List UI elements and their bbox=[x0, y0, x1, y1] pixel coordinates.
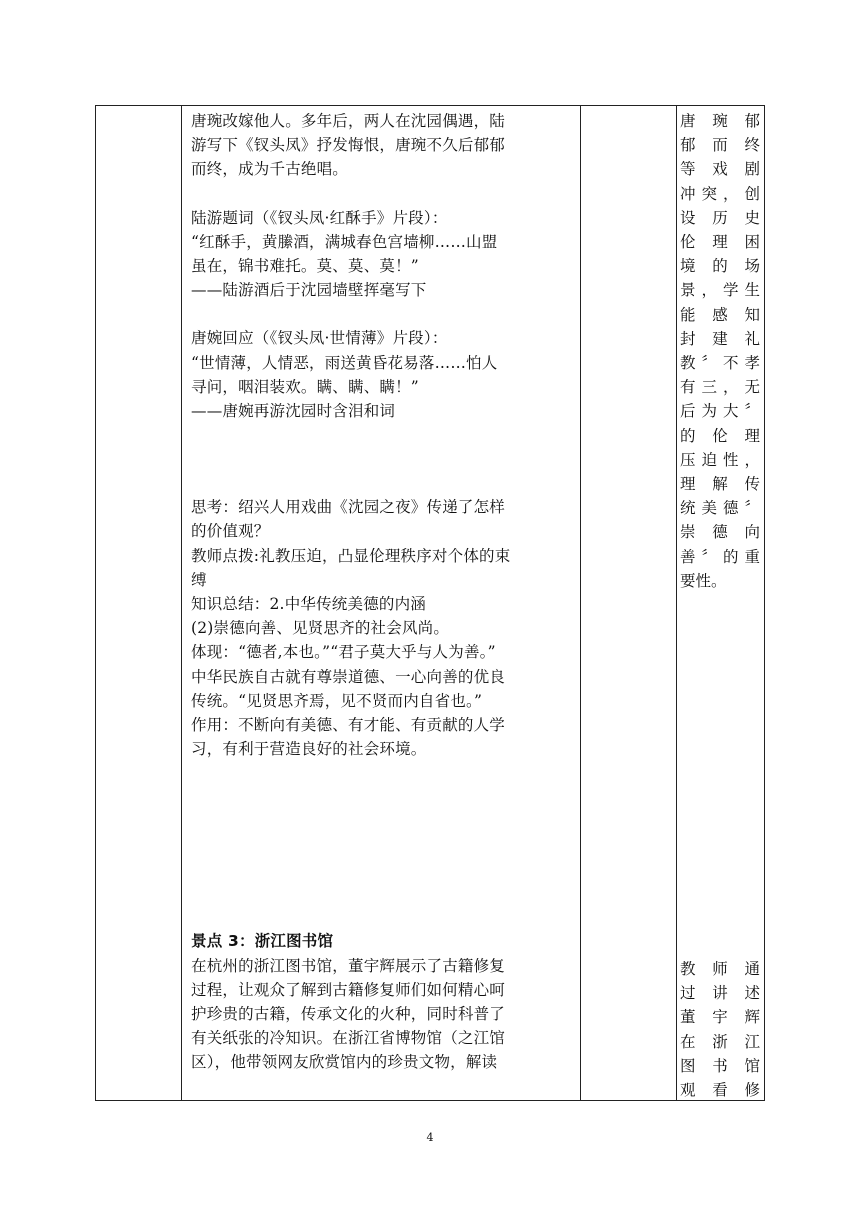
embody-line: 中华民族自古就有尊崇道德、一心向善的优良 bbox=[191, 667, 506, 686]
lu-poem-heading: 陆游题词（《钗头凤·红酥手》片段）： bbox=[191, 208, 448, 227]
intro-line: 唐琬改嫁他人。多年后，两人在沈园偶遇，陆 bbox=[191, 112, 506, 130]
lu-poem-note: ——陆游酒后于沈园墙壁挥毫写下 bbox=[191, 281, 427, 300]
intent-line: 冲突，创 bbox=[680, 184, 760, 203]
intent-line: 图书馆 bbox=[680, 1056, 760, 1075]
intent-line: 的伦理 bbox=[680, 426, 760, 445]
tang-poem-heading: 唐婉回应（《钗头凤·世情薄》片段）： bbox=[191, 329, 448, 348]
intent-line: 设历史 bbox=[680, 208, 760, 227]
intent-line: 等戏剧 bbox=[680, 160, 760, 179]
intent-line: 能感知 bbox=[680, 305, 760, 324]
embody-line: 体现：“德者,本也。”“君子莫大乎与人为善。” bbox=[191, 643, 496, 662]
intent-line: 理解传 bbox=[680, 475, 760, 494]
lu-poem-line: “红酥手，黄縢酒，满城春色宫墙柳……山盟 bbox=[191, 232, 498, 251]
effect-line: 作用：不断向有美德、有才能、有贡献的人学 bbox=[191, 716, 506, 735]
intent-line: 要性。 bbox=[680, 571, 727, 590]
intent-line: 教〞不孝 bbox=[680, 354, 760, 373]
intent-line: 崇德向 bbox=[680, 523, 760, 542]
intent-line: 境的场 bbox=[680, 257, 760, 276]
spot3-line: 有关纸张的冷知识。在浙江省博物馆（之江馆 bbox=[191, 1029, 506, 1048]
intent-line: 唐琬郁 bbox=[680, 112, 760, 130]
spot3-line: 护珍贵的古籍，传承文化的火种，同时科普了 bbox=[191, 1005, 506, 1024]
intent-line: 景，学生 bbox=[680, 281, 760, 300]
lu-poem-line: 虽在，锦书难托。莫、莫、莫！” bbox=[191, 257, 419, 276]
intent-line: 教师通 bbox=[680, 960, 760, 978]
intent-line: 有三，无 bbox=[680, 378, 760, 397]
design-intent-cell-top bbox=[680, 109, 760, 593]
design-intent-cell-bottom bbox=[680, 957, 760, 1102]
teacher-guide: 教师点拨:礼教压迫，凸显伦理秩序对个体的束 bbox=[191, 546, 511, 565]
tang-poem-line: 寻问，咽泪装欢。瞒、瞒、瞒！” bbox=[191, 377, 419, 396]
intent-line: 善〞的重 bbox=[680, 547, 760, 566]
summary-item: (2)崇德向善、见贤思齐的社会风尚。 bbox=[191, 619, 450, 638]
tang-poem-line: “世情薄，人情恶，雨送黄昏花易落……怕人 bbox=[191, 353, 498, 372]
spot3-line: 区），他带领网友欣赏馆内的珍贵文物，解读 bbox=[191, 1053, 498, 1072]
table-divider bbox=[181, 106, 182, 1100]
intent-line: 过讲述 bbox=[680, 984, 760, 1003]
tang-poem-note: ——唐婉再游沈园时含泪和词 bbox=[191, 402, 396, 421]
spot3-title: 景点 3：浙江图书馆 bbox=[191, 932, 334, 951]
intent-line: 郁而终 bbox=[680, 136, 760, 155]
embody-line: 传统。“见贤思齐焉，见不贤而内自省也。” bbox=[191, 691, 483, 710]
think-question: 思考：绍兴人用戏曲《沈园之夜》传递了怎样 bbox=[191, 498, 506, 517]
lesson-table bbox=[95, 105, 765, 1101]
intent-line: 观看修 bbox=[680, 1081, 760, 1100]
intent-line: 封建礼 bbox=[680, 329, 760, 348]
intent-line: 伦理困 bbox=[680, 233, 760, 252]
lesson-content-cell bbox=[191, 109, 583, 1075]
intent-line: 董宇辉 bbox=[680, 1008, 760, 1027]
intro-line: 游写下《钗头凤》抒发悔恨，唐琬不久后郁郁 bbox=[191, 136, 506, 155]
intent-line: 统美德〞 bbox=[680, 499, 760, 518]
intent-line: 在浙江 bbox=[680, 1032, 760, 1051]
spot3-line: 过程，让观众了解到古籍修复师们如何精心呵 bbox=[191, 980, 506, 999]
summary-title: 知识总结：2.中华传统美德的内涵 bbox=[191, 595, 426, 614]
teacher-guide: 缚 bbox=[191, 570, 207, 589]
spot3-line: 在杭州的浙江图书馆，董宇辉展示了古籍修复 bbox=[191, 956, 506, 975]
intent-line: 后为大〞 bbox=[680, 402, 760, 421]
think-question: 的价值观？ bbox=[191, 522, 270, 541]
table-divider bbox=[676, 106, 677, 1100]
page-number: 4 bbox=[426, 1131, 434, 1144]
effect-line: 习，有利于营造良好的社会环境。 bbox=[191, 740, 427, 759]
intent-line: 压迫性， bbox=[680, 450, 760, 469]
intro-line: 而终，成为千古绝唱。 bbox=[191, 160, 349, 179]
